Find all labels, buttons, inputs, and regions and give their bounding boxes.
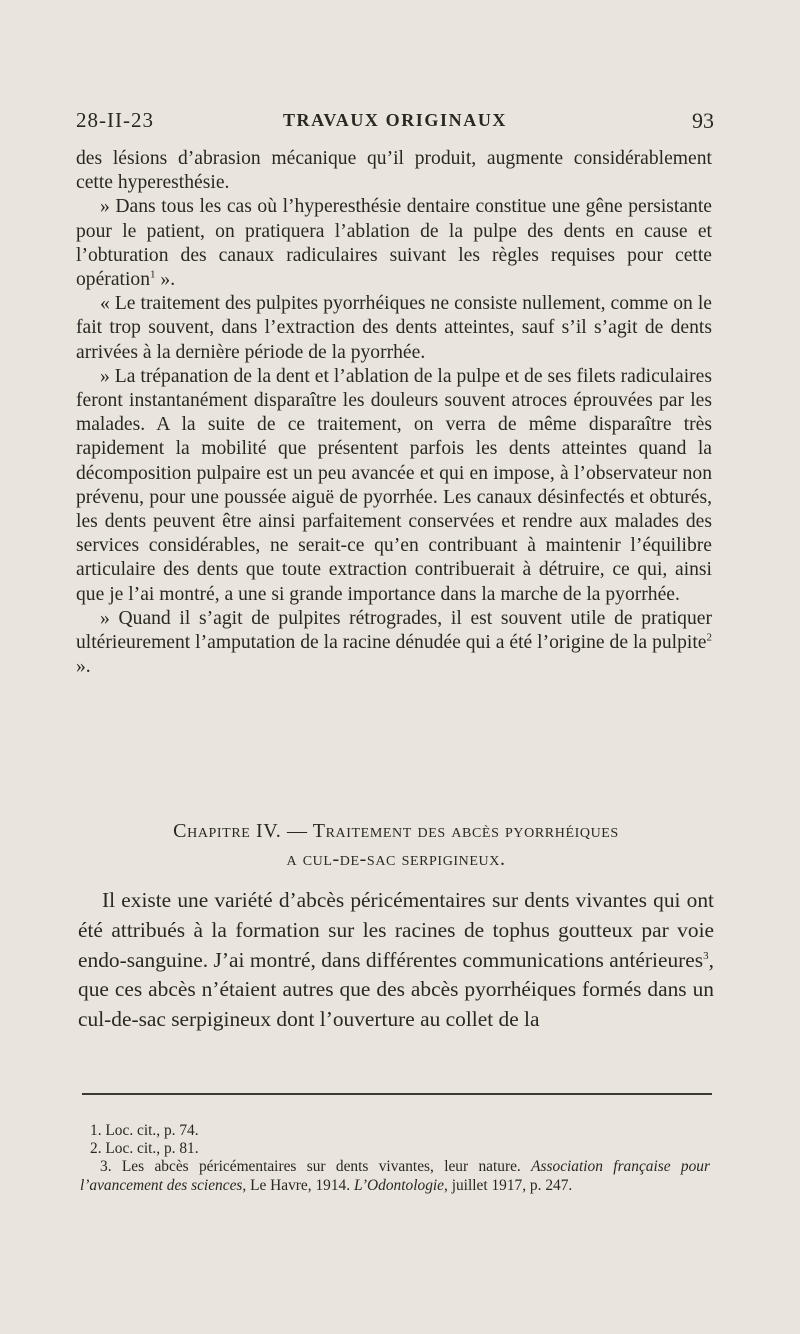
footnotes [80, 1122, 710, 1195]
footnote: 2. Loc. cit., p. 81. [90, 1140, 199, 1158]
paragraph: des lésions d’abrasion mécanique qu’il produit, augmente considérablement cette hyperesthésie. [76, 148, 712, 194]
paragraph: » La trépanation de la dent et l’ablation de la pulpe et de ses filets radiculaires feront instantanément disparaître les douleurs souvent atroces éprouvées par les malades. A la suite de ce traitement, on verra de même disparaître très rapidement la mobilité que présentent parfois les dents atteintes quand la décomposition pulpaire est un peu avancée et qui en impose, à l’observateur non prévenu, pour une poussée aiguë de pyorrhée. Les canaux désinfectés et obturés, les dents peuvent être ainsi parfaitement conservées et rendre aux malades des services considérables, ne serait-ce qu’en contribuant à maintenir l’équilibre articulaire des dents que toute extraction contribuerait à détruire, ce qui, ainsi que je l’ai montré, a une si grande importance dans la marche de la pyorrhée. [76, 365, 712, 605]
header-date: 28-II-23 [76, 108, 154, 132]
section-text [78, 886, 714, 1035]
footnote: 1. Loc. cit., p. 74. [90, 1122, 199, 1139]
footnote-ref: 1 [150, 268, 156, 281]
chapter-title-line: a cul-de-sac serpigineux. [286, 848, 506, 870]
body-text [76, 147, 712, 679]
header-title: TRAVAUX ORIGINAUX [282, 110, 508, 130]
footnote-ref: 3 [703, 949, 709, 962]
paragraph: Il existe une variété d’abcès péricémentaires sur dents vivantes qui ont été attribués à la formation sur les racines de tophus goutteux par voie endo-sanguine. J’ai montré, dans différentes communications antérieures$^3$, que ces abcès n’étaient autres que des abcès pyorrhéiques formés dans un cul-de-sac serpigineux dont l’ouverture au collet de la [78, 888, 714, 1032]
paragraph: « Le traitement des pulpites pyorrhéiques ne consiste nullement, comme on le fait trop souvent, dans l’extraction des dents atteintes, sauf s’il s’agit de dents arrivées à la dernière période de la pyorrhée. [76, 293, 712, 363]
chapter-title-line: Chapitre IV. — Traitement des abcès pyorrhéiques [173, 820, 619, 842]
running-header [76, 108, 714, 138]
footnote-divider [82, 1093, 712, 1095]
paragraph: » Dans tous les cas où l’hyperesthésie dentaire constitue une gêne persistante pour le patient, on pratiquera l’ablation de la pulpe des dents en cause et l’obturation des canaux radiculaires suivant les règles requises pour cette opération$^1$ ». [76, 196, 712, 291]
footnote-ref: 2 [706, 631, 712, 644]
footnote: 3. Les abcès péricémentaires sur dents vivantes, leur nature. Association française pour l’avancement des sciences, Le Havre, 1914. L’Odontologie, juillet 1917, p. 247. [80, 1158, 710, 1194]
paragraph: » Quand il s’agit de pulpites rétrogrades, il est souvent utile de pratiquer ultérieurement l’amputation de la racine dénudée qui a été l’origine de la pulpite$^2$ ». [76, 607, 712, 678]
chapter-heading [76, 817, 716, 873]
page-number: 93 [692, 108, 714, 133]
